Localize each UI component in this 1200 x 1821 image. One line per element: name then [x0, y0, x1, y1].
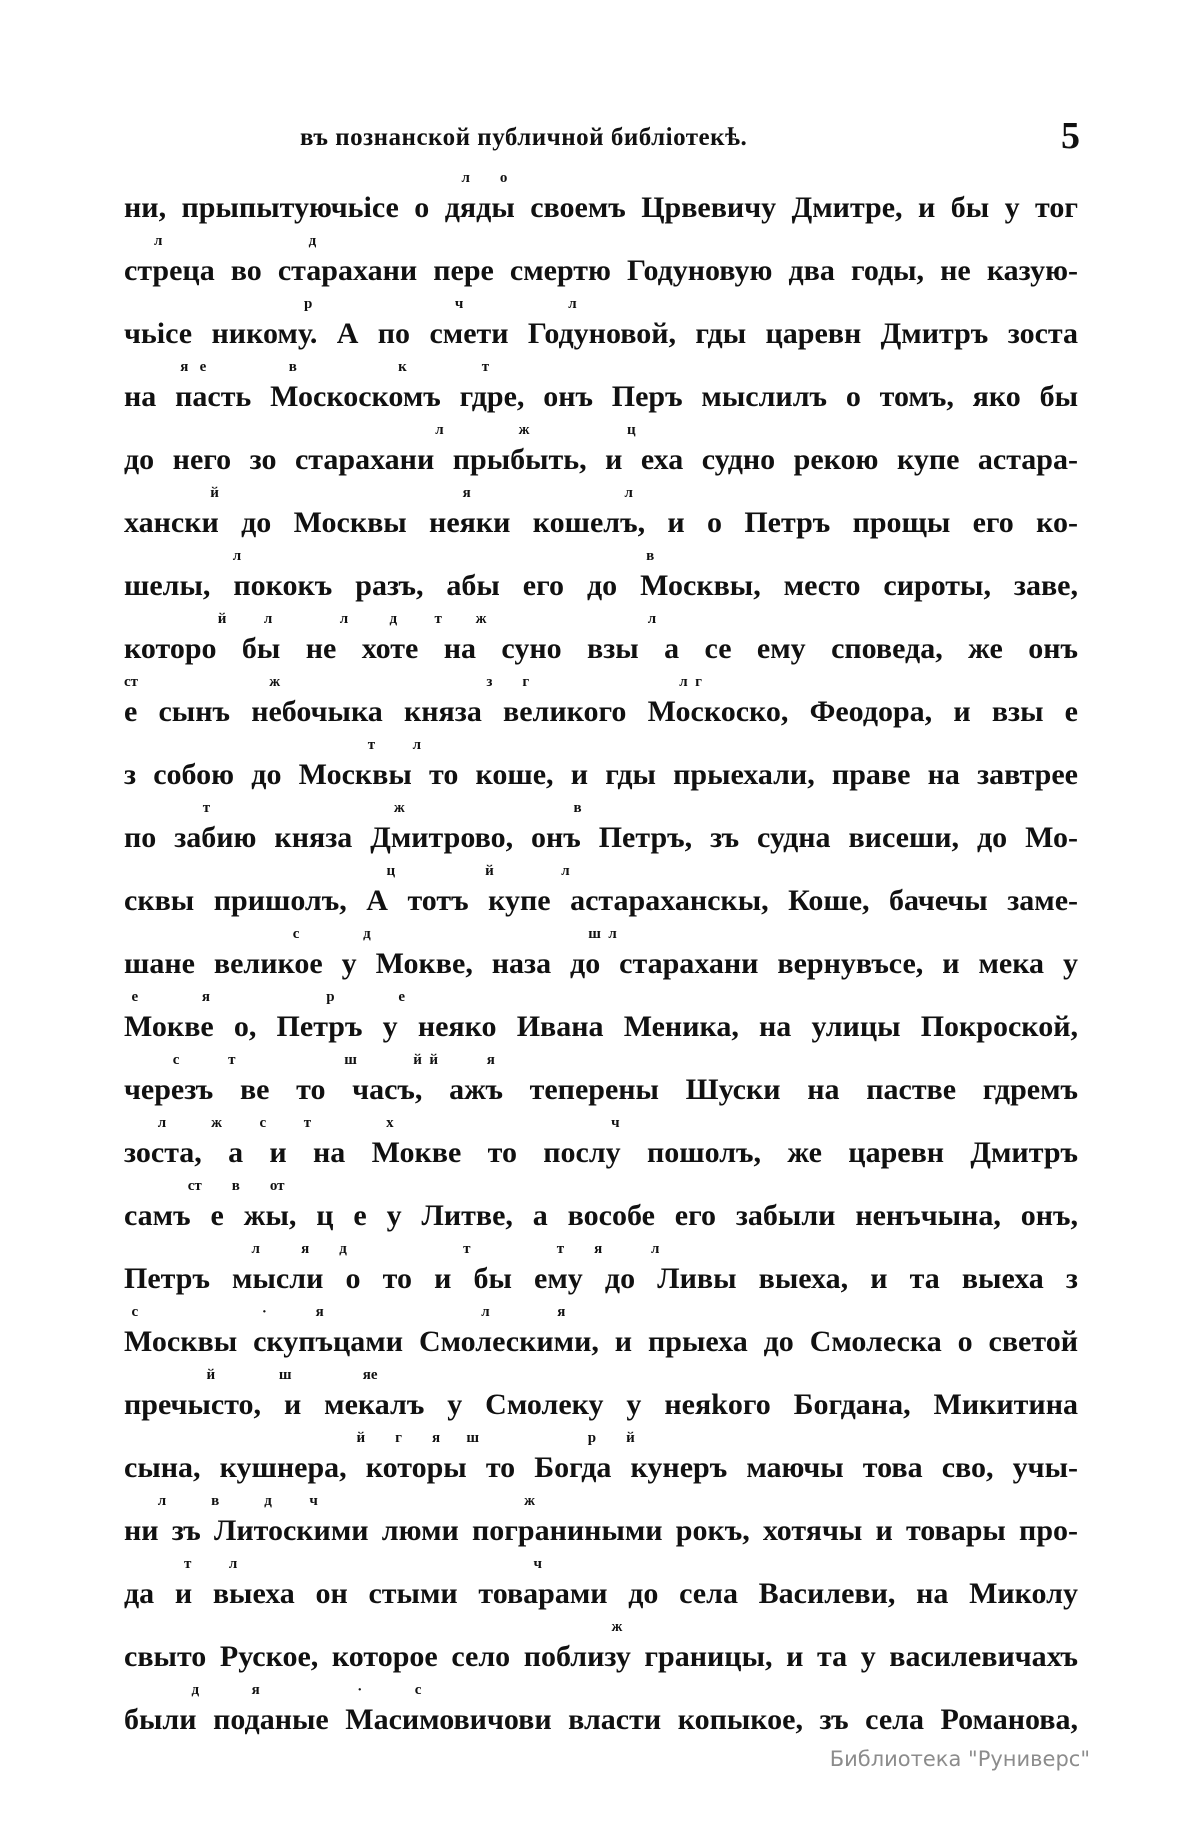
- superscript-letters: й ш яе: [124, 1367, 378, 1383]
- text-line: [124, 548, 1078, 611]
- line-text: свыто Руское, которое село поблизу границы, и та у василевичахъ: [124, 1640, 1078, 1673]
- superscript-letters: л ж ц: [124, 422, 636, 438]
- line-text: ни зъ Литоскими люми пограниными рокъ, хотячы и товары про-: [124, 1514, 1078, 1547]
- text-line: [124, 359, 1078, 422]
- text-line: [124, 1367, 1078, 1430]
- superscript-letters: л в: [124, 548, 655, 564]
- superscript-letters: л о: [124, 170, 508, 186]
- text-line: [124, 1493, 1078, 1556]
- line-text: сына, кушнера, которы то Богда кунеръ маючы това сво, учы-: [124, 1451, 1078, 1484]
- text-line: [124, 1178, 1078, 1241]
- superscript-letters: с т ш й й я: [124, 1052, 495, 1068]
- text-line: [124, 1052, 1078, 1115]
- text-line: [124, 800, 1078, 863]
- line-text: стреца во старахани пере смертю Годуновую два годы, не казую-: [124, 254, 1078, 287]
- text-line: [124, 1241, 1078, 1304]
- line-text: чьісе никому. А по смети Годуновой, гды царевн Дмитръ зоста: [124, 317, 1078, 350]
- superscript-letters: л ж с т х ч: [124, 1115, 620, 1131]
- text-line: [124, 233, 1078, 296]
- body-text: [124, 170, 1078, 1745]
- line-text: до него зо старахани прыбыть, и еха судно рекою купе астара-: [124, 443, 1078, 476]
- superscript-letters: т ж в: [124, 800, 582, 816]
- text-line: [124, 422, 1078, 485]
- text-line: [124, 296, 1078, 359]
- text-line: [124, 1430, 1078, 1493]
- line-text: да и выеха он стыми товарами до села Василеви, на Миколу: [124, 1577, 1078, 1610]
- line-text: хански до Москвы неяки кошелъ, и о Петръ прощы его ко-: [124, 506, 1078, 539]
- text-line: [124, 170, 1078, 233]
- line-text: были поданые Масимовичови власти копыкое, зъ села Романова,: [124, 1703, 1078, 1736]
- line-text: на пасть Москоскомъ гдре, онъ Перъ мыслилъ о томъ, яко бы: [124, 380, 1078, 413]
- superscript-letters: ж: [124, 1619, 623, 1635]
- line-text: зоста, а и на Мокве то послу пошолъ, же царевн Дмитръ: [124, 1136, 1078, 1169]
- text-line: [124, 989, 1078, 1052]
- line-text: Мокве о, Петръ у неяко Ивана Меника, на улицы Покроской,: [124, 1010, 1078, 1043]
- line-text: шане великое у Мокве, наза до старахани вернувъсе, и мека у: [124, 947, 1078, 980]
- superscript-letters: с д ш л: [124, 926, 617, 942]
- superscript-letters: л я д т т я л: [124, 1241, 660, 1257]
- text-line: [124, 737, 1078, 800]
- superscript-letters: й г я ш р й: [124, 1430, 635, 1446]
- line-text: самъ е жы, ц е у Литве, а вособе его забыли ненъчына, онъ,: [124, 1199, 1078, 1232]
- text-line: [124, 1619, 1078, 1682]
- running-title: въ познанской публичной библіотекѣ.: [300, 124, 748, 151]
- line-text: ни, прыпытуючьісе о дяды своемъ Црвевичу Дмитре, и бы у тог: [124, 191, 1078, 224]
- line-text: з собою до Москвы то коше, и гды прыехали, праве на завтрее: [124, 758, 1078, 791]
- line-text: которо бы не хоте на суно взы а се ему споведа, же онъ: [124, 632, 1078, 665]
- superscript-letters: с · я л я: [124, 1304, 566, 1320]
- superscript-letters: й л л д т ж л: [124, 611, 657, 627]
- library-watermark: Библиотека "Руниверс": [829, 1747, 1090, 1771]
- superscript-letters: ст в от: [124, 1178, 285, 1194]
- line-text: шелы, пококъ разъ, абы его до Москвы, место сироты, заве,: [124, 569, 1078, 602]
- text-line: [124, 1304, 1078, 1367]
- superscript-letters: ц й л: [124, 863, 570, 879]
- line-text: сквы пришолъ, А тотъ купе астараханскы, Коше, бачечы заме-: [124, 884, 1078, 917]
- page-number: 5: [1061, 115, 1080, 157]
- superscript-letters: т л ч: [124, 1556, 542, 1572]
- superscript-letters: д я · с: [124, 1682, 422, 1698]
- text-line: [124, 485, 1078, 548]
- text-line: [124, 863, 1078, 926]
- text-line: [124, 926, 1078, 989]
- line-text: пречысто, и мекалъ у Смолеку у неяkого Богдана, Микитина: [124, 1388, 1078, 1421]
- superscript-letters: й я л: [124, 485, 633, 501]
- superscript-letters: л в д ч ж: [124, 1493, 535, 1509]
- text-line: [124, 611, 1078, 674]
- superscript-letters: я е в к т: [124, 359, 490, 375]
- superscript-letters: ст ж з г л г: [124, 674, 702, 690]
- superscript-letters: т л: [124, 737, 422, 753]
- text-line: [124, 1115, 1078, 1178]
- superscript-letters: р ч л: [124, 296, 577, 312]
- line-text: Петръ мысли о то и бы ему до Ливы выеха, и та выеха з: [124, 1262, 1078, 1295]
- superscript-letters: е я р е: [124, 989, 406, 1005]
- line-text: е сынъ небочыка княза великого Москоско, Феодора, и взы е: [124, 695, 1078, 728]
- text-line: [124, 1682, 1078, 1745]
- text-line: [124, 1556, 1078, 1619]
- line-text: Москвы скупъцами Смолескими, и прыеха до Смолеска о светой: [124, 1325, 1078, 1358]
- line-text: по забию княза Дмитрово, онъ Петръ, зъ судна висеши, до Мо-: [124, 821, 1078, 854]
- line-text: черезъ ве то часъ, ажъ теперены Шуски на паствe гдремъ: [124, 1073, 1078, 1106]
- page-header: [120, 115, 1080, 160]
- text-line: [124, 674, 1078, 737]
- superscript-letters: л д: [124, 233, 317, 249]
